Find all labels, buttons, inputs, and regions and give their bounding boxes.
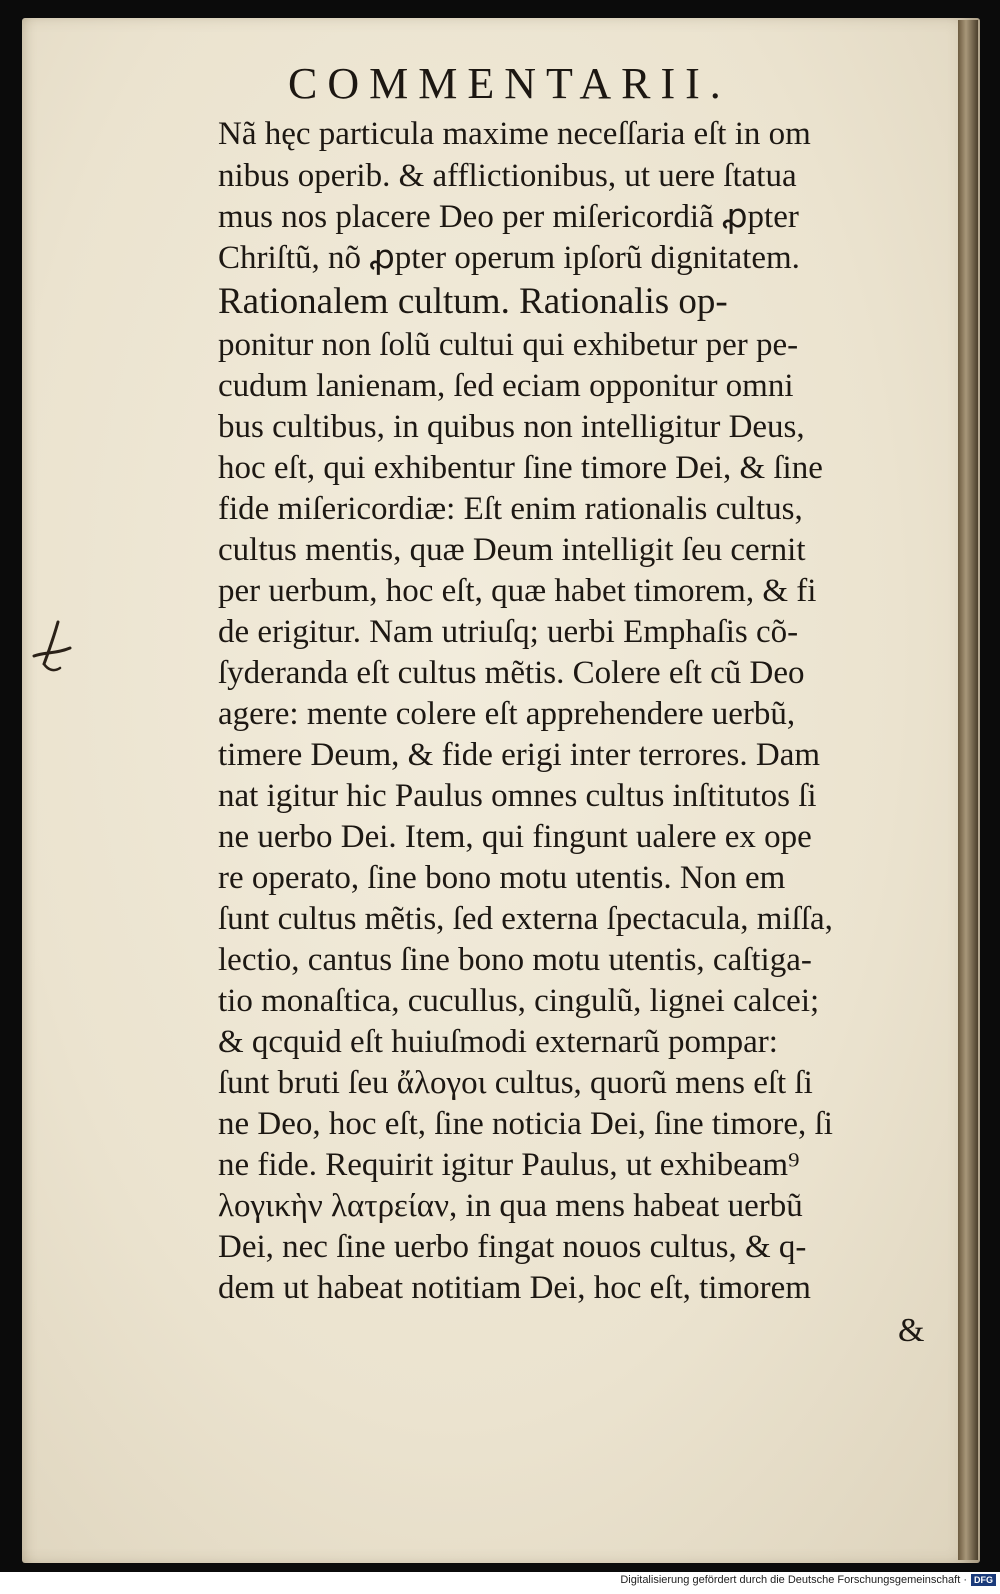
text-line: Nã hęc particula maxime neceſſaria eſt in om xyxy=(218,116,811,152)
page-edge xyxy=(958,20,978,1560)
running-title: COMMENTARII. xyxy=(288,59,731,108)
text-line: nat igitur hic Paulus omnes cultus inſtitutos ſi xyxy=(218,778,817,814)
digitization-credit xyxy=(620,1574,996,1586)
text-line: fide miſericordiæ: Eſt enim rationalis cultus, xyxy=(218,491,803,527)
text-line: ponitur non ſolũ cultui qui exhibetur per pe- xyxy=(218,327,799,363)
text-line: ne Deo, hoc eſt, ſine noticia Dei, ſine timore, ſi xyxy=(218,1106,833,1142)
text-line: bus cultibus, in quibus non intelligitur Deus, xyxy=(218,409,805,445)
text-line: λογικὴν λατρείαν, in qua mens habeat uerbũ xyxy=(218,1188,803,1224)
text-line: hoc eſt, qui exhibentur ſine timore Dei, & ſine xyxy=(218,450,823,486)
body-text xyxy=(218,114,958,1309)
text-line: ſyderanda eſt cultus mẽtis. Colere eſt cũ Deo xyxy=(218,655,805,691)
text-line: tio monaſtica, cucullus, cingulũ, lignei calcei; xyxy=(218,983,820,1019)
text-line: agere: mente colere eſt apprehendere uerbũ, xyxy=(218,696,796,732)
text-line: lectio, cantus ſine bono motu utentis, caſtiga- xyxy=(218,942,812,978)
text-line: Chriſtũ, nõ ꝓpter operum ipſorũ dignitatem. xyxy=(218,240,800,276)
text-line: cultus mentis, quæ Deum intelligit ſeu cernit xyxy=(218,532,806,568)
text-line: cudum lanienam, ſed eciam opponitur omni xyxy=(218,368,794,404)
text-line: de erigitur. Nam utriuſq; uerbi Emphaſis cõ- xyxy=(218,614,799,650)
text-line: timere Deum, & fide erigi inter terrores. Dam xyxy=(218,737,821,773)
text-line: re operato, ſine bono motu utentis. Non em xyxy=(218,860,786,896)
text-line: ne fide. Requirit igitur Paulus, ut exhibeam⁹ xyxy=(218,1147,800,1183)
credit-text: Digitalisierung gefördert durch die Deutsche Forschungsgemeinschaft · xyxy=(620,1574,967,1586)
catchword: & xyxy=(898,1312,925,1349)
text-line: & qcquid eſt huiuſmodi externarũ pompar: xyxy=(218,1024,778,1060)
handwritten-margin-mark-icon xyxy=(30,618,80,678)
text-line: Dei, nec ſine uerbo fingat nouos cultus, & q- xyxy=(218,1229,807,1265)
text-line: per uerbum, hoc eſt, quæ habet timorem, & fi xyxy=(218,573,817,609)
text-line: mus nos placere Deo per miſericordiã ꝓpter xyxy=(218,199,799,235)
text-line: ne uerbo Dei. Item, qui fingunt ualere ex ope xyxy=(218,819,812,855)
text-line: dem ut habeat notitiam Dei, hoc eſt, timorem xyxy=(218,1270,811,1306)
text-line: ſunt cultus mẽtis, ſed externa ſpectacula, miſſa, xyxy=(218,901,833,937)
text-line: ſunt bruti ſeu ἄλογοι cultus, quorũ mens eſt ſi xyxy=(218,1065,813,1101)
dfg-logo: DFG xyxy=(971,1574,996,1586)
text-line: nibus operib. & afflictionibus, ut uere ſtatua xyxy=(218,158,797,194)
text-line: Rationalem cultum. Rationalis op- xyxy=(218,281,728,322)
